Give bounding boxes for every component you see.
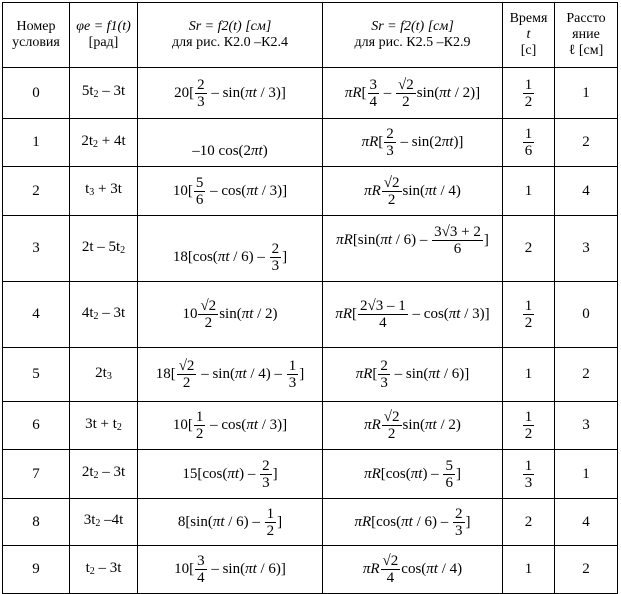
table-row [3,499,618,546]
row-number: 0 [3,68,70,119]
distance-cell: 3 [555,216,618,282]
distance-cell: 0 [555,282,618,348]
sr2-cell: πR[ $\frac{3}{4}$ – $\frac{√2}{2}$ sin(πt / 2)] [323,68,503,119]
conditions-table [2,2,618,594]
phi-cell: $2t - 5t^2$ [70,216,138,282]
sr1-cell: 10 $\frac{√2}{2}$ sin(πt / 2) [138,282,323,348]
distance-cell: 3 [555,402,618,450]
sr2-cell: πR[ $\frac{2}{3}$ – sin(πt / 6)] [323,348,503,402]
table-row [3,402,618,450]
sr2-cell: πR $\frac{√2}{4}$ cos(πt / 4) [323,546,503,594]
sr1-cell: 8[sin(πt / 6) – $\frac{1}{2}$ ] [138,499,323,546]
phi-cell: $3t^2$ –4t [70,499,138,546]
distance-cell: 4 [555,499,618,546]
time-cell: $\frac{1}{2}$ [503,68,555,119]
sr2-cell: πR $\frac{√2}{2}$ sin(πt / 2) [323,402,503,450]
phi-cell: $t^3 + 3t$ [70,167,138,216]
time-cell: 1 [503,546,555,594]
table-row [3,450,618,499]
phi-cell: $3t + t^2$ [70,402,138,450]
row-number: 5 [3,348,70,402]
header-phi: φe = f1(t) [рад] [70,3,138,68]
time-cell: $\frac{1}{2}$ [503,282,555,348]
sr2-cell: πR[ $\frac{2}{3}$ – sin(2πt)] [323,119,503,167]
sr1-cell: 20[ $\frac{2}{3}$ – sin(πt / 3)] [138,68,323,119]
time-cell: $\frac{1}{3}$ [503,450,555,499]
sr1-cell: 18[cos(πt / 6) – $\frac{2}{3}$ ] [138,216,323,282]
sr2-cell: πR[cos(πt / 6) – $\frac{2}{3}$ ] [323,499,503,546]
sr1-cell: 18[ $\frac{√2}{2}$ – sin(πt / 4) – $\frac{1}{3}$ ] [138,348,323,402]
phi-cell: $2t^2 - 3t$ [70,450,138,499]
distance-cell: 2 [555,119,618,167]
distance-cell: 2 [555,348,618,402]
distance-cell: 2 [555,546,618,594]
distance-cell: 1 [555,68,618,119]
distance-cell: 1 [555,450,618,499]
header-distance: Рассто яние ℓ [см] [555,3,618,68]
time-cell: 1 [503,348,555,402]
sr1-cell: 10[ $\frac{5}{6}$ – cos(πt / 3)] [138,167,323,216]
table-row [3,167,618,216]
row-number: 1 [3,119,70,167]
sr2-cell: πR $\frac{√2}{2}$ sin(πt / 4) [323,167,503,216]
sr2-cell: πR[sin(πt / 6) – $\frac{3√3 + 2}{6}$ ] [323,216,503,282]
row-number: 2 [3,167,70,216]
header-row [3,3,618,68]
row-number: 7 [3,450,70,499]
sr2-cell: πR[ $\frac{2√3 - 1}{4}$ – cos(πt / 3)] [323,282,503,348]
row-number: 9 [3,546,70,594]
row-number: 8 [3,499,70,546]
time-cell: 2 [503,216,555,282]
header-condition-number: Номер условия [3,3,70,68]
header-sr-k20-k24: Sr = f2(t) [см] для рис. К2.0 –К2.4 [138,3,323,68]
table-row [3,282,618,348]
phi-cell: $t^2 - 3t$ [70,546,138,594]
phi-cell: $4t^2 - 3t$ [70,282,138,348]
sr1-cell: 15[cos(πt) – $\frac{2}{3}$ ] [138,450,323,499]
distance-cell: 4 [555,167,618,216]
sr1-cell: 10[ $\frac{3}{4}$ – sin(πt / 6)] [138,546,323,594]
phi-cell: $2t^3$ [70,348,138,402]
table-row [3,68,618,119]
phi-formula: φe = f1(t) [76,19,131,34]
table-row [3,546,618,594]
row-number: 4 [3,282,70,348]
phi-cell: $5t^2 - 3t$ [70,68,138,119]
table-row [3,348,618,402]
header-sr-k25-k29: Sr = f2(t) [см] для рис. К2.5 –К2.9 [323,3,503,68]
time-cell: $\frac{1}{2}$ [503,402,555,450]
time-cell: 2 [503,499,555,546]
phi-cell: $2t^2 + 4t$ [70,119,138,167]
time-cell: $\frac{1}{6}$ [503,119,555,167]
sr2-cell: πR[cos(πt) – $\frac{5}{6}$ ] [323,450,503,499]
row-number: 3 [3,216,70,282]
row-number: 6 [3,402,70,450]
sr1-cell: –10 cos(2πt) [138,119,323,167]
table-row [3,216,618,282]
table-row [3,119,618,167]
header-time: Время t [с] [503,3,555,68]
sr1-cell: 10[ $\frac{1}{2}$ – cos(πt / 3)] [138,402,323,450]
time-cell: 1 [503,167,555,216]
